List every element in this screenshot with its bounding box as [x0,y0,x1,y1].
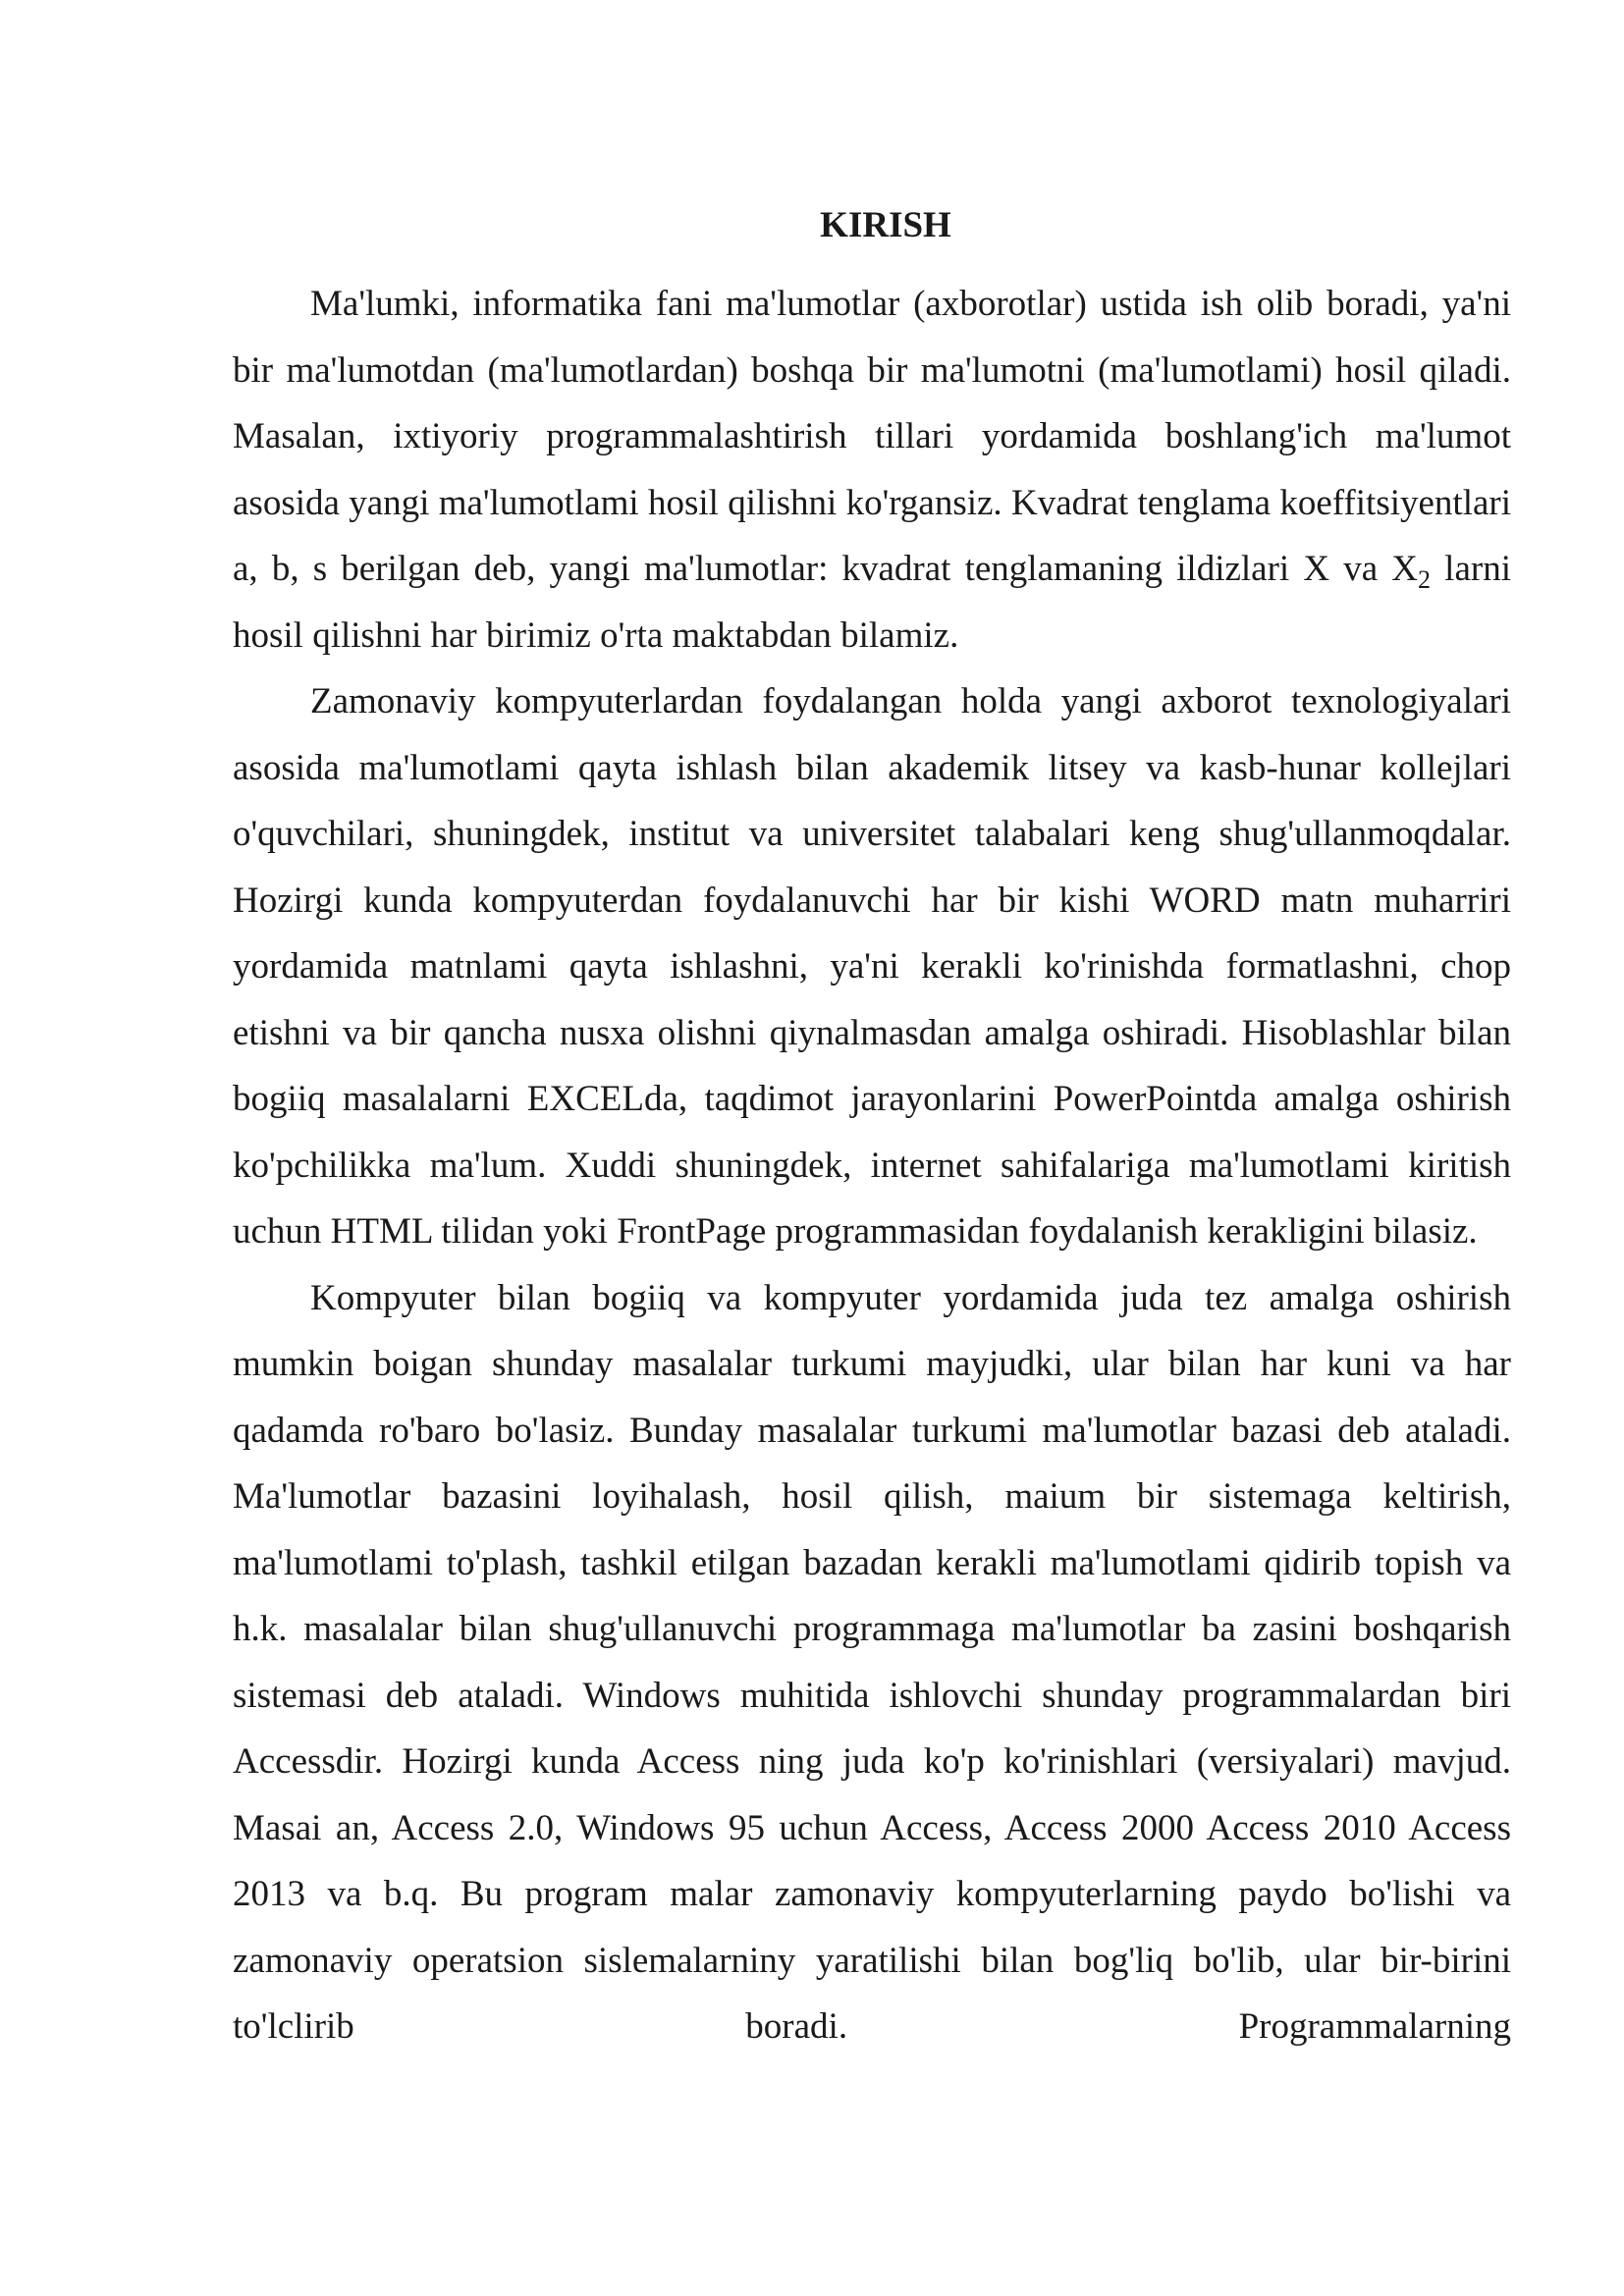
document-title: KIRISH [820,205,951,245]
paragraph-intro-text-end: larni hosil qilishni har birimiz o'rta maktabdan bilamiz. [233,549,1511,656]
paragraph-modern-computers: Zamonaviy kompyuterlardan foydalangan holda yangi axborot texnologiyalari asosida ma'lumotlami qayta ishlash bilan akademik litsey va kasb-hunar kollejlari o'quvchilari, shuningdek, institut va universitet talabalari keng shug'ullanmoqdalar. Hozirgi kunda kompyuterdan foydalanuvchi har bir kishi WORD matn muharriri yordamida matnlami qayta ishlashni, ya'ni kerakli ko'rinishda formatlashni, chop etishni va bir qancha nusxa olishni qiynalmasdan amalga oshiradi. Hisoblashlar bilan bogiiq masalalarni EXCELda, taqdimot jarayonlarini PowerPointda amalga oshirish ko'pchilikka ma'lum. Xuddi shuningdek, internet sahifalariga ma'lumotlami kiritish uchun HTML tilidan yoki FrontPage programmasidan foydalanish kerakligini bilasiz. [233,681,1511,1252]
paragraph-intro-text: Ma'lumki, informatika fani ma'lumotlar (axborotlar) ustida ish olib boradi, ya'ni bir ma'lumotdan (ma'lumotlardan) boshqa bir ma'lumotni (ma'lumotlami) hosil qiladi. Masalan, ixtiyoriy programmalashtirish tillari yordamida boshlang'ich ma'lumot asosida yangi ma'lumotlami hosil qilishni ko'rgansiz. Kvadrat tenglama koeffitsiyentlari a, b, s berilgan deb, yangi ma'lumotlar: kvadrat tenglamaning ildizlari X va X [233,284,1511,589]
subscript-index: 2 [1418,565,1432,594]
paragraph-databases: Kompyuter bilan bogiiq va kompyuter yordamida juda tez amalga oshirish mumkin boigan shunday masalalar turkumi mayjudki, ular bilan har kuni va har qadamda ro'baro bo'lasiz. Bunday masalalar turkumi ma'lumotlar bazasi deb ataladi. Ma'lumotlar bazasini loyihalash, hosil qilish, maium bir sistemaga keltirish, ma'lumotlami to'plash, tashkil etilgan bazadan kerakli ma'lumotlami qidirib topish va h.k. masalalar bilan shug'ullanuvchi programmaga ma'lumotlar ba zasini boshqarish sistemasi deb ataladi. Windows muhitida ishlovchi shunday programmalardan biri Accessdir. Hozirgi kunda Access ning juda ko'p ko'rinishlari (versiyalari) mavjud. Masai an, Access 2.0, Windows 95 uchun Access, Access 2000 Access 2010 Access 2013 va b.q. Bu program malar zamonaviy kompyuterlarning paydo bo'lishi va zamonaviy operatsion sislemalarniny yaratilishi bilan bog'liq bo'lib, ular bir-birini to'lclirib boradi. Programmalarning [233,1277,1511,2047]
paragraph-intro [233,271,1511,668]
document-body [233,201,1511,2060]
